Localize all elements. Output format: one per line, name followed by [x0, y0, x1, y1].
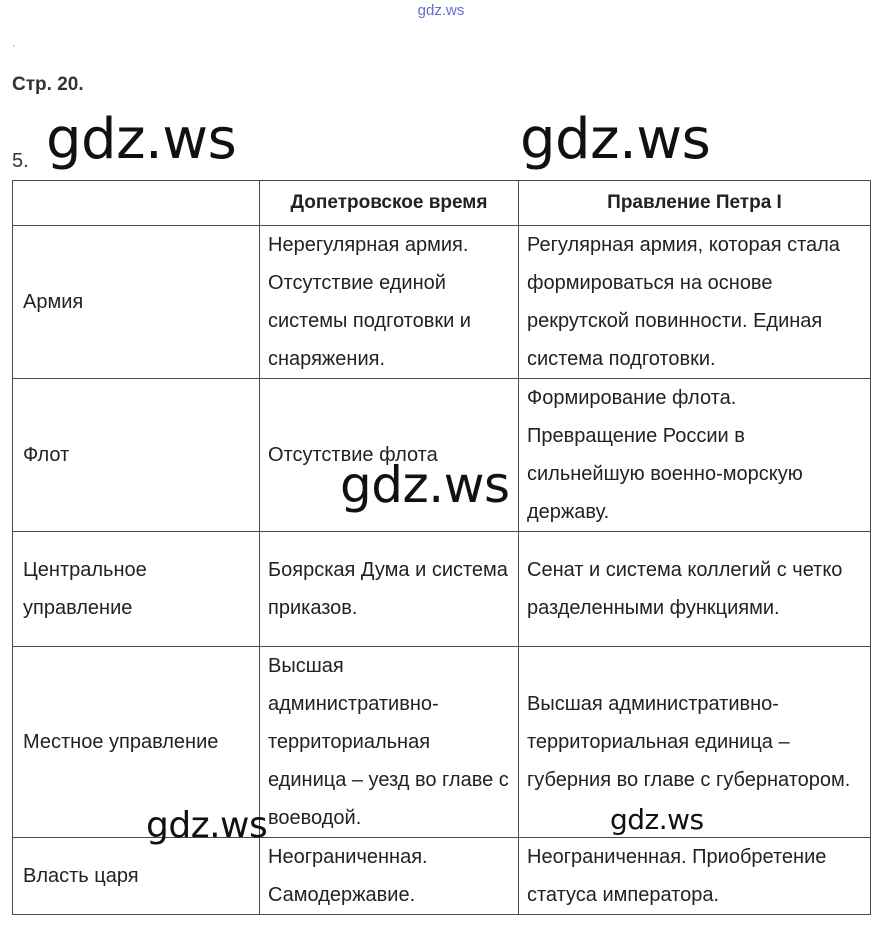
- top-watermark: gdz.ws: [417, 2, 465, 19]
- table-header-peter: Правление Петра I: [519, 181, 871, 226]
- table-header-empty: [13, 181, 260, 226]
- cell-peter: Регулярная армия, которая стала формироваться на основе рекрутской повинности. Единая система подготовки.: [519, 226, 871, 379]
- cell-peter: Неограниченная. Приобретение статуса императора.: [519, 838, 871, 915]
- table-header-row: [13, 181, 871, 226]
- table-row: [13, 226, 871, 379]
- task-number: 5.: [12, 150, 29, 172]
- row-label: Местное управление: [13, 647, 260, 838]
- comparison-table: [12, 180, 871, 915]
- cell-before: Отсутствие флота: [260, 379, 519, 532]
- cell-peter: Формирование флота. Превращение России в сильнейшую военно-морскую державу.: [519, 379, 871, 532]
- tick-mark: ˋ: [12, 44, 16, 56]
- row-label: Армия: [13, 226, 260, 379]
- row-label: Власть царя: [13, 838, 260, 915]
- cell-before: Нерегулярная армия. Отсутствие единой системы подготовки и снаряжения.: [260, 226, 519, 379]
- table-row: [13, 532, 871, 647]
- table-row: [13, 838, 871, 915]
- cell-peter: Высшая административно-территориальная единица – губерния во главе с губернатором.: [519, 647, 871, 838]
- watermark: gdz.ws: [340, 456, 510, 514]
- watermark: gdz.ws: [46, 107, 237, 172]
- table-row: [13, 647, 871, 838]
- cell-peter: Сенат и система коллегий с четко разделенными функциями.: [519, 532, 871, 647]
- row-label: Центральное управление: [13, 532, 260, 647]
- watermark: gdz.ws: [146, 805, 268, 846]
- cell-before: Высшая административно-территориальная единица – уезд во главе с воеводой.: [260, 647, 519, 838]
- cell-before: Неограниченная. Самодержавие.: [260, 838, 519, 915]
- cell-before: Боярская Дума и система приказов.: [260, 532, 519, 647]
- page-reference: Стр. 20.: [12, 74, 84, 95]
- watermark: gdz.ws: [610, 803, 704, 836]
- watermark: gdz.ws: [520, 107, 711, 172]
- row-label: Флот: [13, 379, 260, 532]
- table-header-before: Допетровское время: [260, 181, 519, 226]
